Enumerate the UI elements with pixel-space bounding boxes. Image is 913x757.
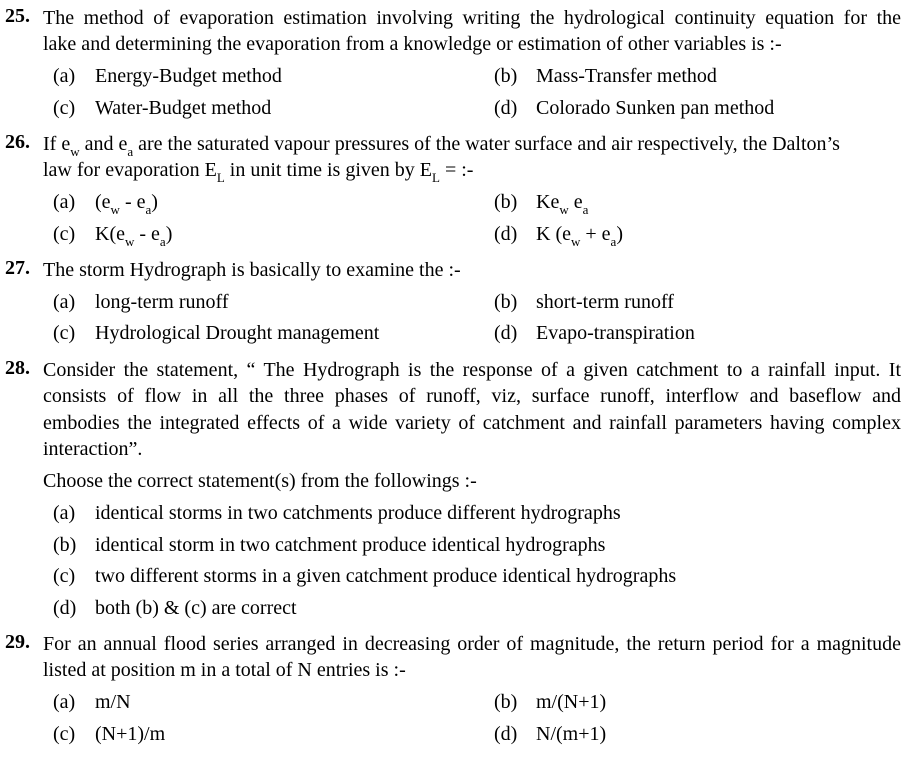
option-label: (b) (494, 691, 518, 713)
option-label: (d) (494, 723, 518, 745)
option-text: m/(N+1) (536, 691, 607, 713)
question-text-line: Consider the statement, “ The Hydrograph is the response of a given catchment to a rainfall input. It (43, 359, 901, 381)
option-label: (d) (494, 322, 518, 344)
option-label: (d) (53, 597, 77, 619)
question-text-line: If $e_w$ and $e_a$ are the saturated vapour pressures of the water surface and air respectively, the Dalton’s (43, 133, 840, 159)
option-label: (c) (53, 322, 76, 344)
option-label: (b) (494, 65, 518, 87)
question-text-line: interaction”. (43, 438, 143, 460)
option-text: Hydrological Drought management (95, 322, 380, 344)
option-text: short-term runoff (536, 291, 674, 313)
question-prompt: Choose the correct statement(s) from the followings :- (43, 470, 477, 492)
option-text: identical storms in two catchments produce different hydrographs (95, 502, 621, 524)
option-b (494, 689, 606, 715)
question-number: 27. (5, 257, 30, 279)
option-label: (a) (53, 65, 76, 87)
option-text: identical storm in two catchment produce identical hydrographs (95, 534, 606, 556)
option-text: (N+1)/m (95, 723, 166, 745)
option-text: both (b) & (c) are correct (95, 597, 297, 619)
option-label: (d) (494, 97, 518, 119)
option-b (494, 289, 674, 315)
question-text-line: embodies the integrated effects of a wide variety of catchment and rainfall parameters having complex (43, 412, 901, 434)
option-label: (b) (494, 191, 518, 213)
option-a (53, 500, 621, 526)
option-c (53, 95, 271, 121)
option-text: two different storms in a given catchment produce identical hydrographs (95, 565, 677, 587)
option-label: (c) (53, 723, 76, 745)
option-b: (b) $Ke_w$ $e_a$ (494, 191, 589, 217)
option-d (53, 595, 297, 621)
option-text: Mass-Transfer method (536, 65, 717, 87)
option-c (53, 721, 165, 747)
option-a (53, 289, 229, 315)
option-a (53, 63, 282, 89)
option-label: (b) (53, 534, 77, 556)
option-text: m/N (95, 691, 131, 713)
option-d (494, 95, 774, 121)
option-label: (a) (53, 291, 76, 313)
option-label: (c) (53, 223, 76, 245)
option-b (494, 63, 717, 89)
option-label: (c) (53, 565, 76, 587)
option-a (53, 689, 131, 715)
question-number: 29. (5, 631, 30, 653)
option-text: N/(m+1) (536, 723, 607, 745)
option-c (53, 320, 379, 346)
question-number: 26. (5, 131, 30, 153)
option-label: (d) (494, 223, 518, 245)
option-b (53, 532, 605, 558)
question-text-line: consists of flow in all the three phases of runoff, viz, surface runoff, interflow and baseflow and (43, 385, 901, 407)
question-text-line: The storm Hydrograph is basically to examine the :- (43, 259, 461, 281)
option-c (53, 563, 676, 589)
option-label: (c) (53, 97, 76, 119)
option-c: (c) $K(e_w - e_a)$ (53, 223, 173, 249)
question-text-line: The method of evaporation estimation involving writing the hydrological continuity equation for the (43, 7, 901, 29)
option-label: (b) (494, 291, 518, 313)
question-number: 25. (5, 5, 30, 27)
option-label: (a) (53, 191, 76, 213)
option-text: Water-Budget method (95, 97, 272, 119)
question-text-line: lake and determining the evaporation from a knowledge or estimation of other variables is :- (43, 33, 782, 55)
option-d (494, 721, 606, 747)
option-text: long-term runoff (95, 291, 229, 313)
option-a: (a) $(e_w - e_a)$ (53, 191, 158, 217)
option-label: (a) (53, 691, 76, 713)
option-d (494, 320, 695, 346)
option-text: Energy-Budget method (95, 65, 282, 87)
option-text: Evapo-transpiration (536, 322, 695, 344)
question-text-line: listed at position m in a total of N entries is :- (43, 659, 406, 681)
question-text-line: For an annual flood series arranged in decreasing order of magnitude, the return period for a magnitude (43, 633, 901, 655)
option-text: Colorado Sunken pan method (536, 97, 775, 119)
question-number: 28. (5, 357, 30, 379)
option-d: (d) K $(e_w + e_a)$ (494, 223, 623, 249)
question-text-line: law for evaporation $E_L$ in unit time is given by $E_L$ = :- (43, 159, 474, 185)
option-label: (a) (53, 502, 76, 524)
